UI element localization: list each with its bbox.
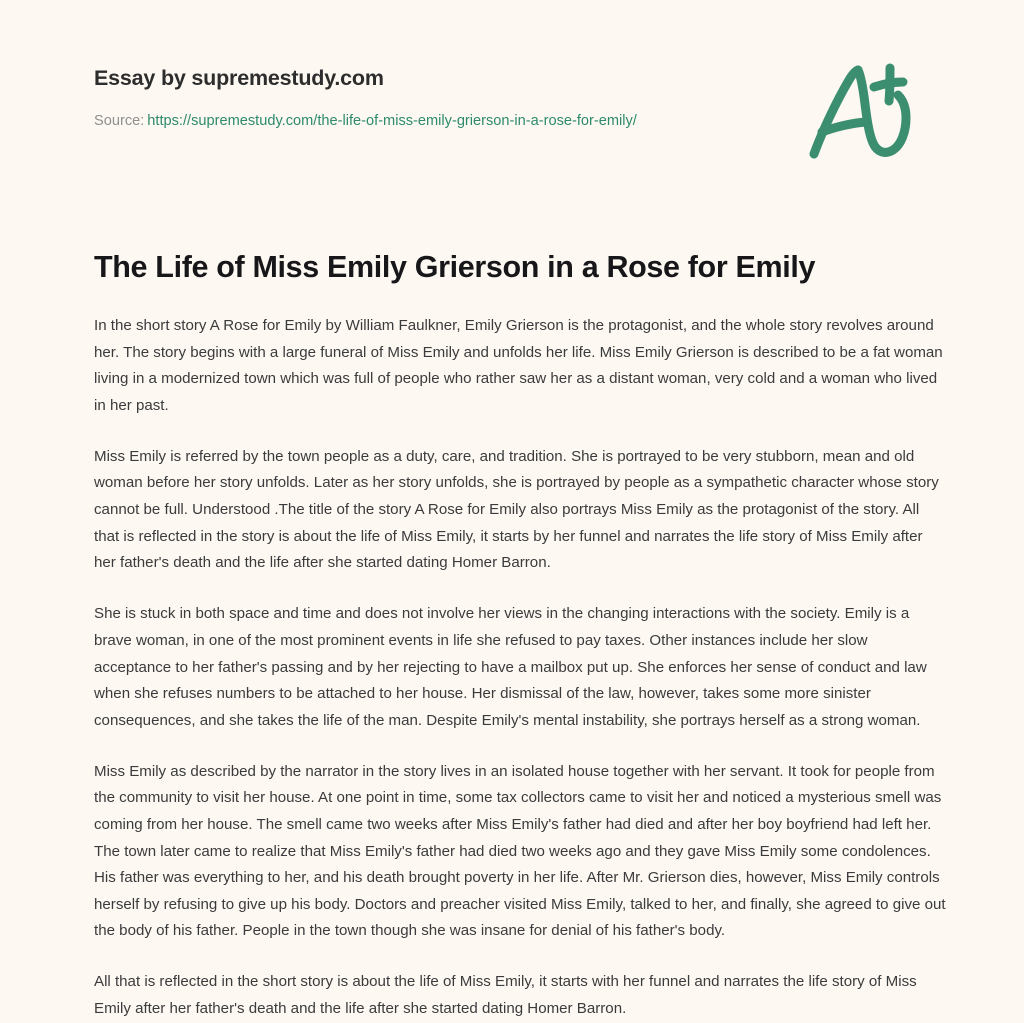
paragraph-4: Miss Emily as described by the narrator in the story lives in an isolated house together with her servant. It took for people from the community to visit her house. At one point in time, some tax collectors came to visit her and noticed a mysterious smell was coming from her house. The smell came two weeks after Miss Emily's father had died and after her boy boyfriend had left her. The town later came to realize that Miss Emily's father had died two weeks ago and they gave Miss Emily some condolences. His father was everything to her, and his death brought poverty in her life. After Mr. Grierson dies, however, Miss Emily controls herself by refusing to give up his body. Doctors and preacher visited Miss Emily, talked to her, and finally, she agreed to give out the body of his father. People in the town though she was insane for denial of his father's body. xyxy=(94,762,946,940)
page-title: The Life of Miss Emily Grierson in a Rose for Emily xyxy=(94,250,816,284)
paragraph-5: All that is reflected in the short story is about the life of Miss Emily, it starts with her funnel and narrates the life story of Miss Emily after her father's death and the life after she started dating Homer Barron. xyxy=(94,973,917,1018)
page-header xyxy=(94,66,946,166)
paragraph-3: She is stuck in both space and time and does not involve her views in the changing interactions with the society. Emily is a brave woman, in one of the most prominent events in life she refused to pay taxes. Other instances include her slow acceptance to her father's passing and by her rejecting to have a mailbox put up. She enforces her sense of conduct and law when she refuses numbers to be attached to her house. Her dismissal of the law, however, takes some more sinister consequences, and she takes the life of the man. Despite Emily's mental instability, she portrays herself as a strong woman. xyxy=(94,605,927,729)
essay-body xyxy=(94,313,946,1023)
brand-title: Essay by supremestudy.com xyxy=(94,66,384,90)
paragraph-1: In the short story A Rose for Emily by William Faulkner, Emily Grierson is the protagonist, and the whole story revolves around her. The story begins with a large funeral of Miss Emily and unfolds her life. Miss Emily Grierson is described to be a fat woman living in a modernized town which was full of people who rather saw her as a distant woman, very cold and a woman who lived in her past. xyxy=(94,317,943,414)
paragraph-2: Miss Emily is referred by the town people as a duty, care, and tradition. She is portrayed to be very stubborn, mean and old woman before her story unfolds. Later as her story unfolds, she is portrayed by people as a sympathetic character whose story cannot be full. Understood .The title of the story A Rose for Emily also portrays Miss Emily as the protagonist of the story. All that is reflected in the story is about the life of Miss Emily, it starts by her funnel and narrates the life story of Miss Emily after her father's death and the life after she started dating Homer Barron. xyxy=(94,447,939,572)
header-text-block xyxy=(94,66,637,130)
a-plus-logo-icon xyxy=(800,54,924,166)
source-label: Source: xyxy=(94,112,145,129)
source-url-link[interactable]: https://supremestudy.com/the-life-of-miss-emily-grierson-in-a-rose-for-emily/ xyxy=(147,112,637,129)
a-plus-logo-svg xyxy=(800,54,924,166)
source-line xyxy=(94,113,637,131)
